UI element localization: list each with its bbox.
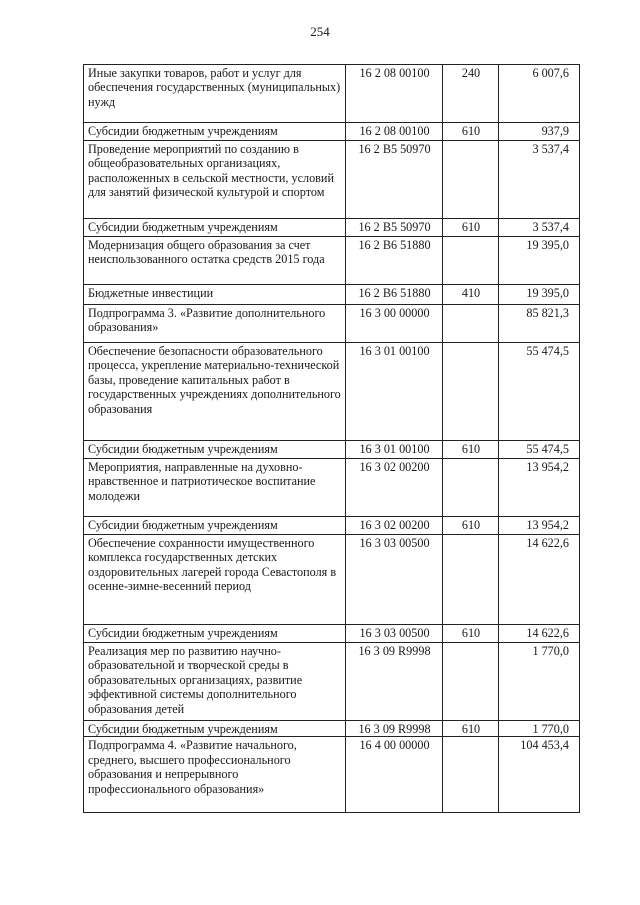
row-type-cell [443,535,499,625]
row-name-cell: Субсидии бюджетным учреждениям [84,517,346,535]
table-row [84,285,580,305]
table-row [84,65,580,123]
row-code-cell: 16 3 02 00200 [346,517,443,535]
row-type-cell: 410 [443,285,499,305]
row-type-cell [443,237,499,285]
table-row [84,535,580,625]
row-code-cell: 16 3 02 00200 [346,459,443,517]
row-sum-cell: 13 954,2 [499,517,580,535]
row-code-cell: 16 3 03 00500 [346,535,443,625]
row-sum-cell: 104 453,4 [499,737,580,813]
row-code-cell: 16 3 03 00500 [346,625,443,643]
row-type-cell: 240 [443,65,499,123]
row-type-cell [443,305,499,343]
row-type-cell: 610 [443,721,499,737]
row-name-cell: Реализация мер по развитию научно-образовательной и творческой среды в образовательных организациях, развитие эффективной системы дополнительного образования детей [84,643,346,721]
row-type-cell [443,737,499,813]
table-row [84,721,580,737]
row-code-cell: 16 4 00 00000 [346,737,443,813]
row-sum-cell: 19 395,0 [499,237,580,285]
row-code-cell: 16 2 B5 50970 [346,219,443,237]
table-row [84,123,580,141]
row-name-cell: Модернизация общего образования за счет неиспользованного остатка средств 2015 года [84,237,346,285]
row-type-cell [443,459,499,517]
row-sum-cell: 85 821,3 [499,305,580,343]
row-sum-cell: 13 954,2 [499,459,580,517]
row-type-cell [443,643,499,721]
table-row [84,737,580,813]
row-sum-cell: 1 770,0 [499,643,580,721]
table-row [84,141,580,219]
row-type-cell [443,343,499,441]
row-code-cell: 16 3 09 R9998 [346,721,443,737]
row-sum-cell: 3 537,4 [499,141,580,219]
row-code-cell: 16 3 09 R9998 [346,643,443,721]
row-code-cell: 16 2 B6 51880 [346,237,443,285]
table-row [84,643,580,721]
budget-table [83,64,580,813]
row-name-cell: Субсидии бюджетным учреждениям [84,721,346,737]
table-row [84,625,580,643]
row-sum-cell: 14 622,6 [499,535,580,625]
row-code-cell: 16 2 B6 51880 [346,285,443,305]
table-row [84,305,580,343]
row-type-cell: 610 [443,441,499,459]
row-type-cell: 610 [443,517,499,535]
row-name-cell: Мероприятия, направленные на духовно-нравственное и патриотическое воспитание молодежи [84,459,346,517]
row-code-cell: 16 3 01 00100 [346,343,443,441]
row-type-cell [443,141,499,219]
row-sum-cell: 1 770,0 [499,721,580,737]
row-name-cell: Подпрограмма 3. «Развитие дополнительного образования» [84,305,346,343]
row-type-cell: 610 [443,219,499,237]
table-row [84,459,580,517]
row-name-cell: Подпрограмма 4. «Развитие начального, среднего, высшего профессионального образования и непрерывного профессионального образования» [84,737,346,813]
row-name-cell: Бюджетные инвестиции [84,285,346,305]
table-row [84,441,580,459]
table-row [84,343,580,441]
row-name-cell: Субсидии бюджетным учреждениям [84,441,346,459]
row-type-cell: 610 [443,123,499,141]
row-sum-cell: 55 474,5 [499,343,580,441]
row-name-cell: Проведение мероприятий по созданию в общеобразовательных организациях, расположенных в сельской местности, условий для занятий физической культурой и спортом [84,141,346,219]
row-name-cell: Обеспечение безопасности образовательного процесса, укрепление материально-технической базы, проведение капитальных работ в государственных учреждениях дополнительного образования [84,343,346,441]
row-name-cell: Иные закупки товаров, работ и услуг для обеспечения государственных (муниципальных) нужд [84,65,346,123]
row-sum-cell: 55 474,5 [499,441,580,459]
table-row [84,219,580,237]
table-row [84,237,580,285]
row-sum-cell: 19 395,0 [499,285,580,305]
row-code-cell: 16 2 08 00100 [346,123,443,141]
row-type-cell: 610 [443,625,499,643]
row-sum-cell: 3 537,4 [499,219,580,237]
budget-table-body [84,65,580,813]
table-row [84,517,580,535]
row-code-cell: 16 3 00 00000 [346,305,443,343]
row-sum-cell: 14 622,6 [499,625,580,643]
row-code-cell: 16 3 01 00100 [346,441,443,459]
page-number: 254 [310,24,330,39]
row-name-cell: Обеспечение сохранности имущественного комплекса государственных детских оздоровительных лагерей города Севастополя в осенне-зимне-весенний период [84,535,346,625]
row-sum-cell: 937,9 [499,123,580,141]
row-sum-cell: 6 007,6 [499,65,580,123]
row-name-cell: Субсидии бюджетным учреждениям [84,219,346,237]
row-name-cell: Субсидии бюджетным учреждениям [84,123,346,141]
row-code-cell: 16 2 B5 50970 [346,141,443,219]
row-code-cell: 16 2 08 00100 [346,65,443,123]
row-name-cell: Субсидии бюджетным учреждениям [84,625,346,643]
